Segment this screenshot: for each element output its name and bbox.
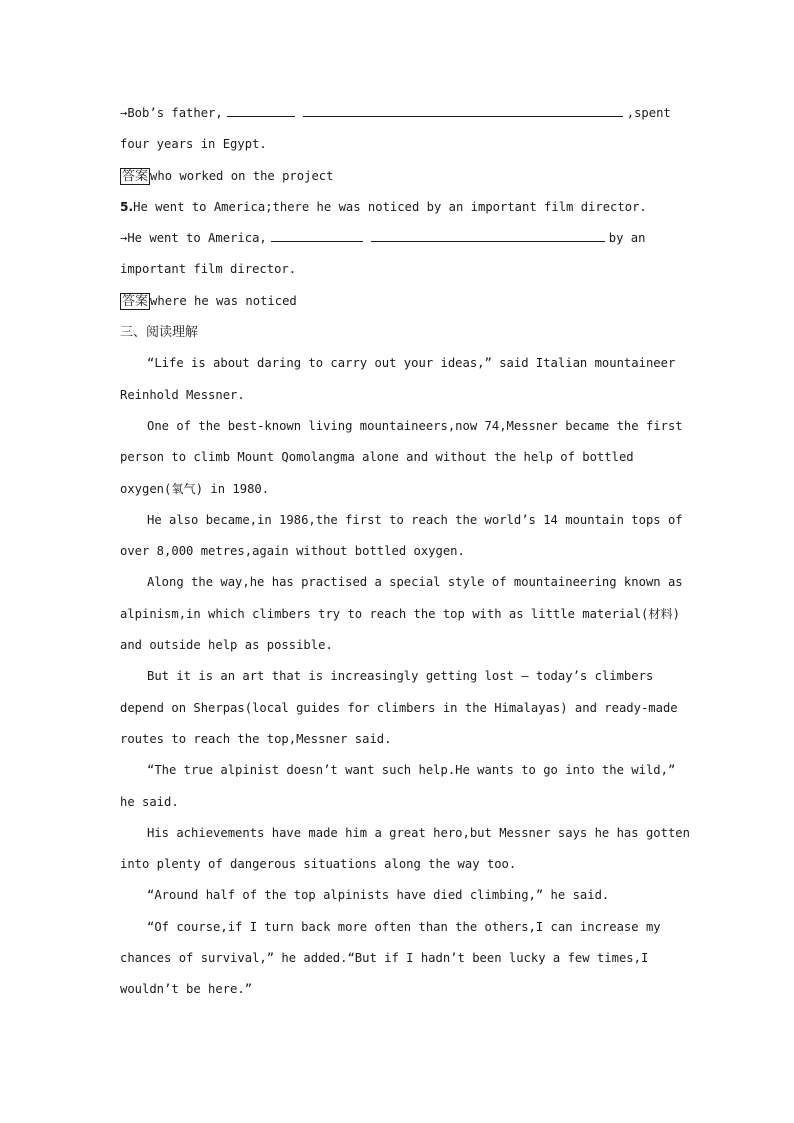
passage-line: person to climb Mount Qomolangma alone and without the help of bottled	[120, 450, 634, 465]
passage-line: His achievements have made him a great hero,but Messner says he has gotten	[147, 825, 690, 840]
arrow-icon: →	[120, 106, 128, 120]
answer-label: 答案	[122, 293, 149, 309]
q4-answer: who worked on the project	[150, 168, 334, 183]
passage-line: depend on Sherpas(local guides for climbers in the Himalayas) and ready-made	[120, 700, 678, 715]
passage-line: One of the best-known living mountaineers,now 74,Messner became the first	[147, 418, 683, 433]
q5-sentence-line	[120, 193, 676, 224]
q5-rewrite-line-2: important film director.	[120, 262, 297, 277]
passage-line: He also became,in 1986,the first to reach the world’s 14 mountain tops of	[147, 512, 683, 527]
q4-rewrite-line	[120, 99, 676, 130]
passage-line: into plenty of dangerous situations along the way too.	[120, 857, 517, 872]
passage-line: oxygen(氧气) in 1980.	[120, 481, 270, 496]
q4-blank-1[interactable]	[227, 102, 295, 117]
passage-line: “Of course,if I turn back more often than the others,I can increase my	[147, 919, 661, 934]
q4-answer-line	[120, 162, 676, 193]
passage-line: wouldn’t be here.”	[120, 982, 253, 997]
passage-line: chances of survival,” he added.“But if I hadn’t been lucky a few times,I	[120, 951, 649, 966]
q5-number: 5.	[120, 199, 134, 214]
section-heading: 三、阅读理解	[120, 325, 199, 341]
passage-line: But it is an art that is increasingly getting lost — today’s climbers	[147, 669, 654, 684]
passage-line: Reinhold Messner.	[120, 387, 245, 402]
passage-line: routes to reach the top,Messner said.	[120, 731, 392, 746]
q5-answer-line	[120, 287, 676, 318]
q4-prefix: Bob’s father,	[127, 106, 223, 120]
passage-line: alpinism,in which climbers try to reach the top with as little material(材料)	[120, 606, 681, 621]
q5-blank-1[interactable]	[271, 227, 363, 242]
passage-line: over 8,000 metres,again without bottled oxygen.	[120, 544, 465, 559]
q5-suffix: by an	[608, 231, 646, 246]
passage-line: “Life is about daring to carry out your ideas,” said Italian mountaineer	[147, 356, 676, 371]
q4-suffix: ,spent	[626, 106, 671, 120]
worksheet-page	[120, 99, 690, 1007]
q5-blank-2[interactable]	[371, 227, 605, 242]
arrow-icon: →	[120, 231, 128, 246]
passage-line: and outside help as possible.	[120, 638, 333, 653]
q5-sentence: He went to America;there he was noticed by an important film director.	[133, 199, 647, 214]
passage-line: Along the way,he has practised a special style of mountaineering known as	[147, 575, 683, 590]
q5-answer: where he was noticed	[150, 293, 297, 308]
answer-label: 答案	[122, 168, 149, 184]
q4-blank-2[interactable]	[303, 102, 623, 117]
q5-prefix: He went to America,	[127, 231, 267, 246]
q5-rewrite-line	[120, 224, 676, 255]
passage-line: “Around half of the top alpinists have died climbing,” he said.	[147, 888, 610, 903]
passage-line: he said.	[120, 794, 179, 809]
passage-line: “The true alpinist doesn’t want such help.He wants to go into the wild,”	[147, 763, 676, 778]
q4-rewrite-line-2: four years in Egypt.	[120, 137, 267, 152]
